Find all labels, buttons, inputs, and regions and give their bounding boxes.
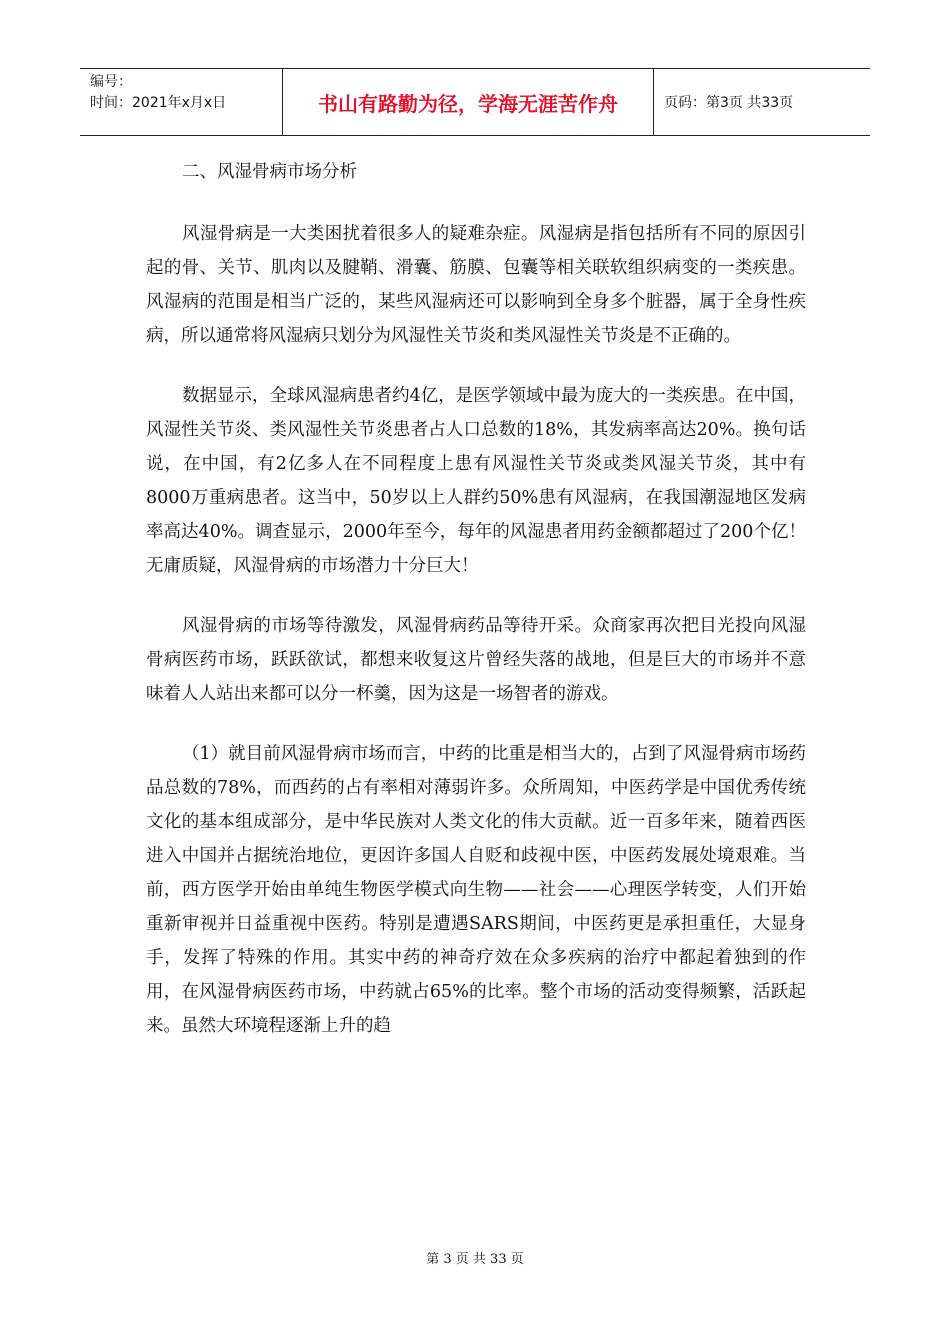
document-body (146, 155, 806, 1043)
section-title: 二、风湿骨病市场分析 (182, 162, 357, 182)
paragraph-3: 风湿骨病的市场等待激发，风湿骨病药品等待开采。众商家再次把目光投向风湿骨病医药市场，跃跃欲试，都想来收复这片曾经失落的战地，但是巨大的市场并不意味着人人站出来都可以分一杯羹，因为这是一场智者的游戏。 (146, 616, 806, 704)
paragraph-4: （1）就目前风湿骨病市场而言，中药的比重是相当大的，占到了风湿骨病市场药品总数的78%，而西药的占有率相对薄弱许多。众所周知，中医药学是中国优秀传统文化的基本组成部分，是中华民族对人类文化的伟大贡献。近一百多年来，随着西医进入中国并占据统治地位，更因许多国人自贬和歧视中医，中医药发展处境艰难。当前，西方医学开始由单纯生物医学模式向生物——社会——心理医学转变，人们开始重新审视并日益重视中医药。特别是遭遇SARS期间，中医药更是承担重任，大显身手，发挥了特殊的作用。其实中药的神奇疗效在众多疾病的治疗中都起着独到的作用，在风湿骨病医药市场，中药就占65%的比率。整个市场的活动变得频繁，活跃起来。虽然大环境程逐渐上升的趋 (146, 744, 806, 1036)
header-page-info: 页码：第3页 共33页 (664, 95, 794, 111)
time-label: 时间：2021年x月x日 (90, 95, 227, 111)
number-label: 编号： (90, 74, 132, 90)
header-meta (80, 69, 282, 135)
paragraph-1: 风湿骨病是一大类困扰着很多人的疑难杂症。风湿病是指包括所有不同的原因引起的骨、关节、肌肉以及腱鞘、滑囊、筋膜、包囊等相关联软组织病变的一类疾患。风湿病的范围是相当广泛的，某些风湿病还可以影响到全身多个脏器，属于全身性疾病，所以通常将风湿病只划分为风湿性关节炎和类风湿性关节炎是不正确的。 (146, 224, 806, 346)
page-header (80, 68, 870, 136)
paragraph-2: 数据显示，全球风湿病患者约4亿，是医学领域中最为庞大的一类疾患。在中国，风湿性关节炎、类风湿性关节炎患者占人口总数的18%，其发病率高达20%。换句话说，在中国，有2亿多人在不同程度上患有风湿性关节炎或类风湿关节炎，其中有8000万重病患者。这当中，50岁以上人群约50%患有风湿病，在我国潮湿地区发病率高达40%。调查显示，2000年至今，每年的风湿患者用药金额都超过了200个亿！无庸质疑，风湿骨病的市场潜力十分巨大！ (146, 386, 806, 576)
header-motto: 书山有路勤为径，学海无涯苦作舟 (282, 69, 654, 135)
page-footer: 第 3 页 共 33 页 (426, 1252, 524, 1267)
